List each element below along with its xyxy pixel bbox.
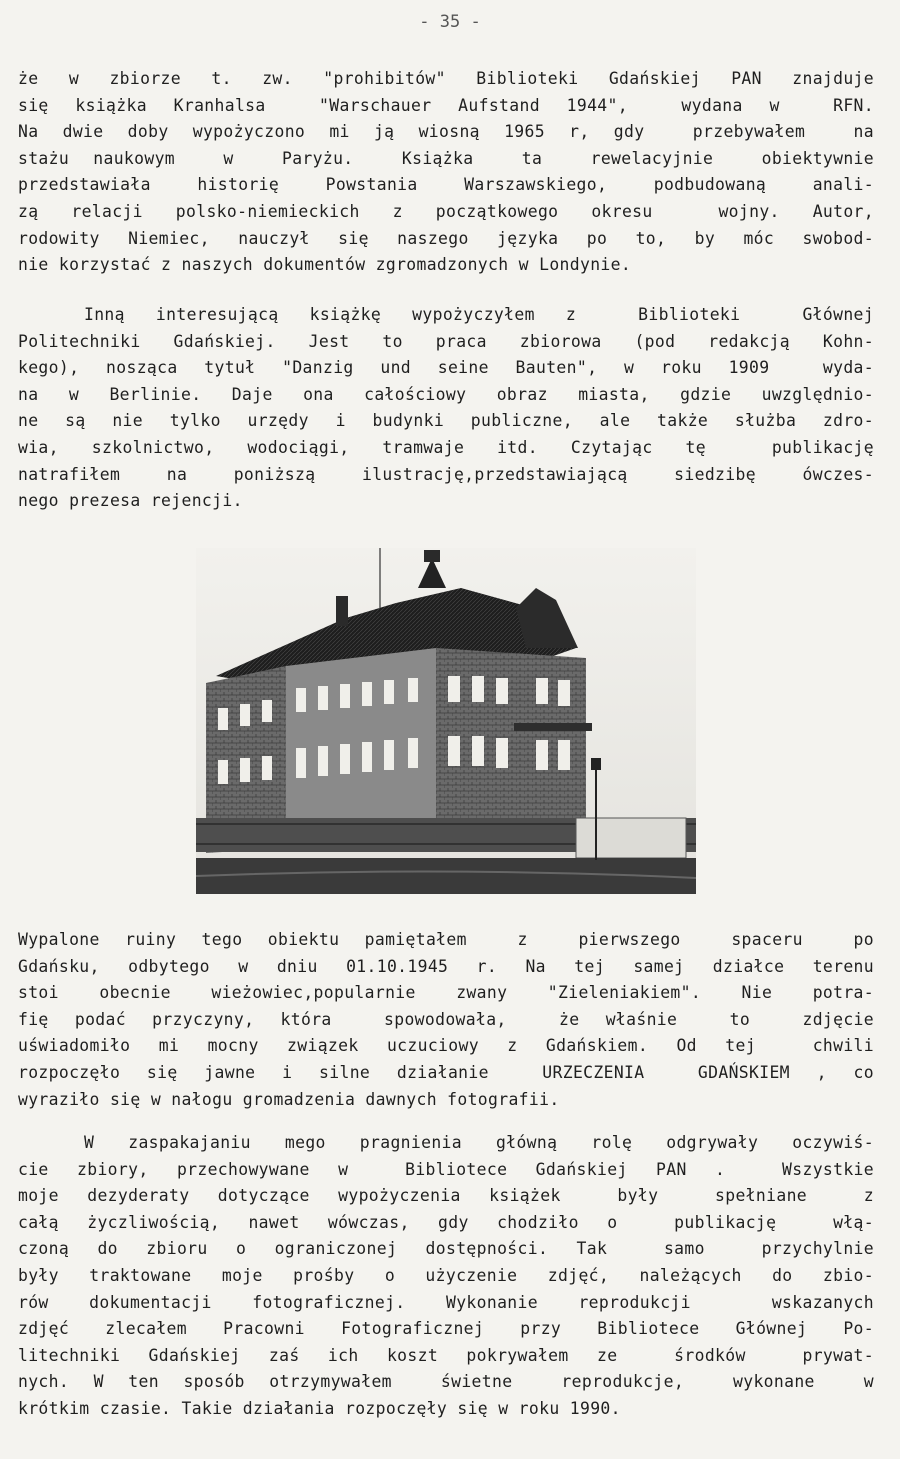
text-line: kego), nosząca tytuł "Danzig und seine Bauten", w roku 1909 wyda- [18, 358, 874, 378]
text-line: fię podać przyczyny, która spowodowała, że właśnie to zdjęcie [18, 1009, 874, 1029]
paragraph-2 [18, 302, 874, 515]
text-line: rodowity Niemiec, nauczył się naszego języka po to, by móc swobod- [18, 228, 874, 248]
text-line: krótkim czasie. Takie działania rozpoczęły się w roku 1990. [18, 1398, 621, 1418]
text-line: ne są nie tylko urzędy i budynki publiczne, ale także służba zdro- [18, 411, 874, 431]
text-line: uświadomiło mi mocny związek uczuciowy z Gdańskiem. Od tej chwili [18, 1036, 874, 1056]
text-line: litechniki Gdańskiej zaś ich koszt pokrywałem ze środków prywat- [18, 1345, 874, 1365]
text-line: były traktowane moje prośby o użyczenie zdjęć, należących do zbio- [18, 1265, 874, 1285]
text-line: całą życzliwością, nawet wówczas, gdy chodziło o publikację włą- [18, 1212, 874, 1232]
text-line: na w Berlinie. Daje ona całościowy obraz miasta, gdzie uwzględnio- [18, 384, 874, 404]
paragraph-4 [18, 1130, 874, 1423]
paragraph-3 [18, 927, 874, 1113]
text-line: rozpoczęło się jawne i silne działanie URZECZENIA GDAŃSKIEM , co [18, 1062, 874, 1082]
text-line: czoną do zbioru o ograniczonej dostępności. Tak samo przychylnie [18, 1239, 874, 1259]
text-line: W zaspakajaniu mego pragnienia główną rolę odgrywały oczywiś- [84, 1133, 874, 1152]
text-line: Inną interesującą książkę wypożyczyłem z Biblioteki Głównej [84, 305, 874, 324]
text-line: wia, szkolnictwo, wodociągi, tramwaje itd. Czytając tę publikację [18, 437, 874, 457]
text-line: że w zbiorze t. zw. "prohibitów" Biblioteki Gdańskiej PAN znajduje [18, 69, 874, 88]
text-line: się książka Kranhalsa "Warschauer Aufstand 1944", wydana w RFN. [18, 95, 874, 115]
text-line: nego prezesa rejencji. [18, 491, 243, 511]
text-line: rów dokumentacji fotograficznej. Wykonanie reprodukcji wskazanych [18, 1292, 874, 1312]
page-number: - 35 - [419, 12, 481, 32]
text-line: Politechniki Gdańskiej. Jest to praca zbiorowa (pod redakcją Kohn- [18, 331, 874, 351]
text-line: stażu naukowym w Paryżu. Książka ta rewelacyjnie obiektywnie [18, 148, 874, 168]
text-line: Wypalone ruiny tego obiektu pamiętałem z pierwszego spaceru po [18, 930, 874, 949]
text-line: nie korzystać z naszych dokumentów zgromadzonych w Londynie. [18, 255, 632, 275]
text-line: cie zbiory, przechowywane w Bibliotece Gdańskiej PAN . Wszystkie [18, 1159, 874, 1179]
text-line: Na dwie doby wypożyczono mi ją wiosną 1965 r, gdy przebywałem na [18, 122, 874, 142]
text-line: zą relacji polsko-niemieckich z początkowego okresu wojny. Autor, [18, 201, 874, 221]
text-line: nych. W ten sposób otrzymywałem świetne reprodukcje, wykonane w [18, 1372, 874, 1392]
text-line: zdjęć zlecałem Pracowni Fotograficznej przy Bibliotece Głównej Po- [18, 1319, 874, 1339]
text-line: wyraziło się w nałogu gromadzenia dawnych fotografii. [18, 1089, 560, 1109]
building-photo [196, 548, 696, 894]
text-line: stoi obecnie wieżowiec,popularnie zwany "Zieleniakiem". Nie potra- [18, 983, 874, 1003]
text-line: moje dezyderaty dotyczące wypożyczenia książek były spełniane z [18, 1186, 874, 1206]
text-line: natrafiłem na poniższą ilustrację,przedstawiającą siedzibę ówczes- [18, 464, 874, 484]
text-line: Gdańsku, odbytego w dniu 01.10.1945 r. Na tej samej działce terenu [18, 956, 874, 976]
text-line: przedstawiała historię Powstania Warszawskiego, podbudowaną anali- [18, 175, 874, 195]
paragraph-1 [18, 66, 874, 279]
